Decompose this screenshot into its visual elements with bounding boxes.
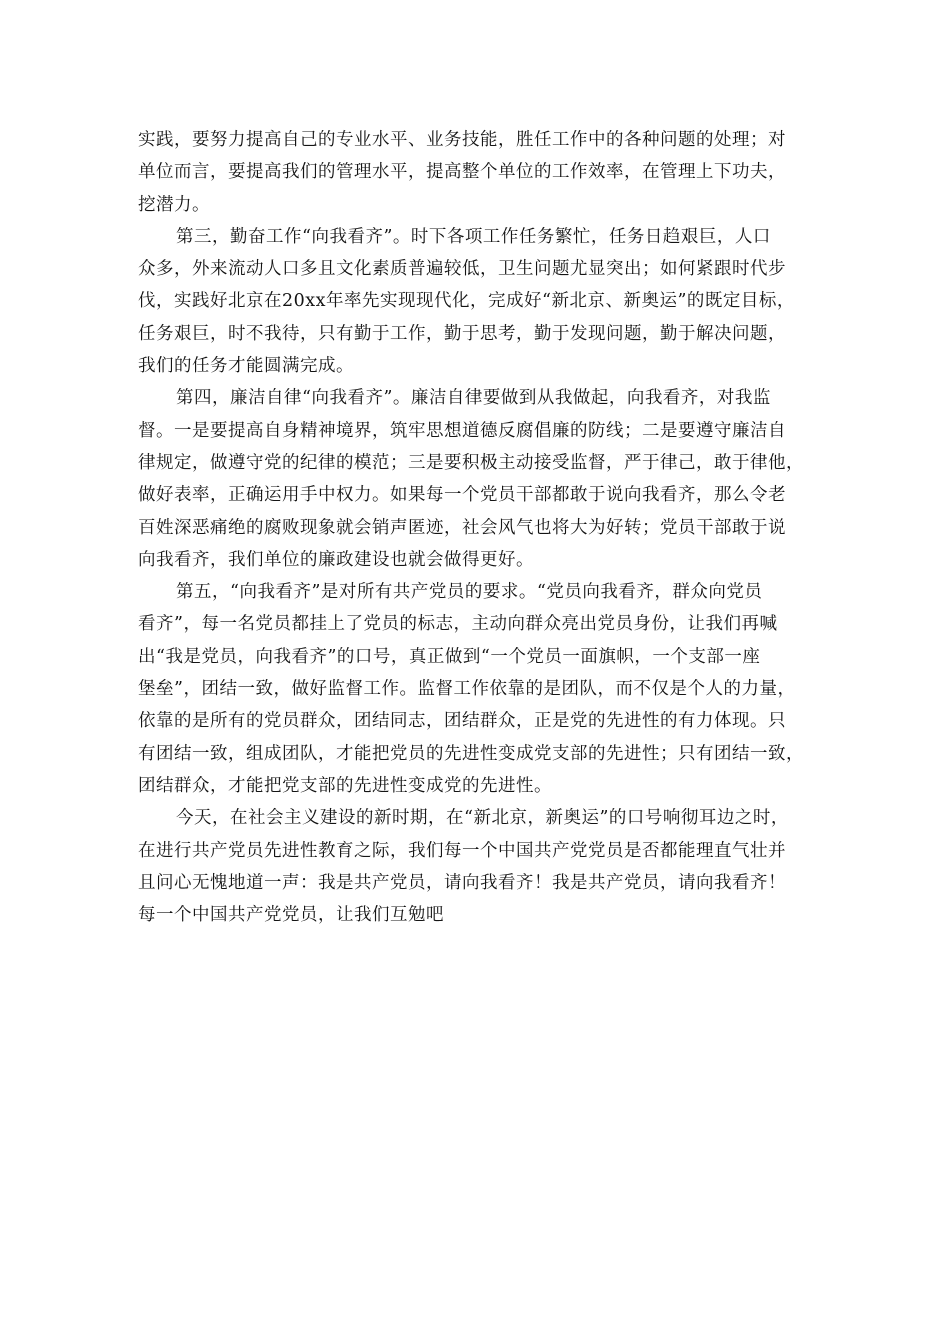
text-line: 督。一是要提高自身精神境界，筑牢思想道德反腐倡廉的防线；二是要遵守廉洁自 [138, 420, 786, 441]
paragraph-start-line: 今天，在社会主义建设的新时期，在“新北京，新奥运”的口号响彻耳边之时， [176, 808, 789, 829]
text-line: 依靠的是所有的党员群众，团结同志，团结群众，正是党的先进性的有力体现。只 [138, 711, 786, 732]
text-line: 律规定，做遵守党的纪律的模范；三是要积极主动接受监督，严于律己，敢于律他， [138, 452, 804, 473]
text-line: 做好表率，正确运用手中权力。如果每一个党员干部都敢于说向我看齐，那么令老 [138, 485, 786, 506]
paragraph-start-line: 第五，“向我看齐”是对所有共产党员的要求。“党员向我看齐，群众向党员 [176, 582, 763, 603]
text-line: 百姓深恶痛绝的腐败现象就会销声匿迹，社会风气也将大为好转；党员干部敢于说 [138, 517, 786, 538]
text-line: 堡垒”，团结一致，做好监督工作。监督工作依靠的是团队，而不仅是个人的力量， [138, 679, 796, 700]
text-line: 向我看齐，我们单位的廉政建设也就会做得更好。 [138, 549, 534, 570]
text-line: 团结群众，才能把党支部的先进性变成党的先进性。 [138, 775, 552, 796]
text-line: 在进行共产党员先进性教育之际，我们每一个中国共产党党员是否都能理直气壮并 [138, 840, 786, 861]
text-line: 任务艰巨，时不我待，只有勤于工作，勤于思考，勤于发现问题，勤于解决问题， [138, 323, 786, 344]
text-line: 伐，实践好北京在20xx年率先实现现代化，完成好“新北京、新奥运”的既定目标， [138, 291, 795, 312]
text-line: 每一个中国共产党党员，让我们互勉吧 [138, 905, 444, 926]
text-line: 我们的任务才能圆满完成。 [138, 356, 354, 377]
text-line: 实践，要努力提高自己的专业水平、业务技能，胜任工作中的各种问题的处理；对 [138, 130, 786, 150]
paragraph-start-line: 第四，廉洁自律“向我看齐”。廉洁自律要做到从我做起，向我看齐，对我监 [176, 388, 771, 409]
text-line: 看齐”，每一名党员都挂上了党员的标志，主动向群众亮出党员身份，让我们再喊 [138, 614, 778, 635]
text-line: 有团结一致，组成团队，才能把党员的先进性变成党支部的先进性；只有团结一致， [138, 743, 804, 764]
text-line: 出“我是党员，向我看齐”的口号，真正做到“一个党员一面旗帜，一个支部一座 [138, 646, 761, 667]
text-line: 挖潜力。 [138, 194, 210, 215]
paragraph-start-line: 第三，勤奋工作“向我看齐”。时下各项工作任务繁忙，任务日趋艰巨，人口 [176, 226, 771, 247]
document-body [138, 124, 850, 931]
text-line: 众多，外来流动人口多且文化素质普遍较低，卫生问题尤显突出；如何紧跟时代步 [138, 259, 786, 280]
text-line: 单位而言，要提高我们的管理水平，提高整个单位的工作效率，在管理上下功夫， [138, 162, 786, 183]
text-line: 且问心无愧地道一声：我是共产党员，请向我看齐！我是共产党员，请向我看齐！ [138, 872, 786, 893]
